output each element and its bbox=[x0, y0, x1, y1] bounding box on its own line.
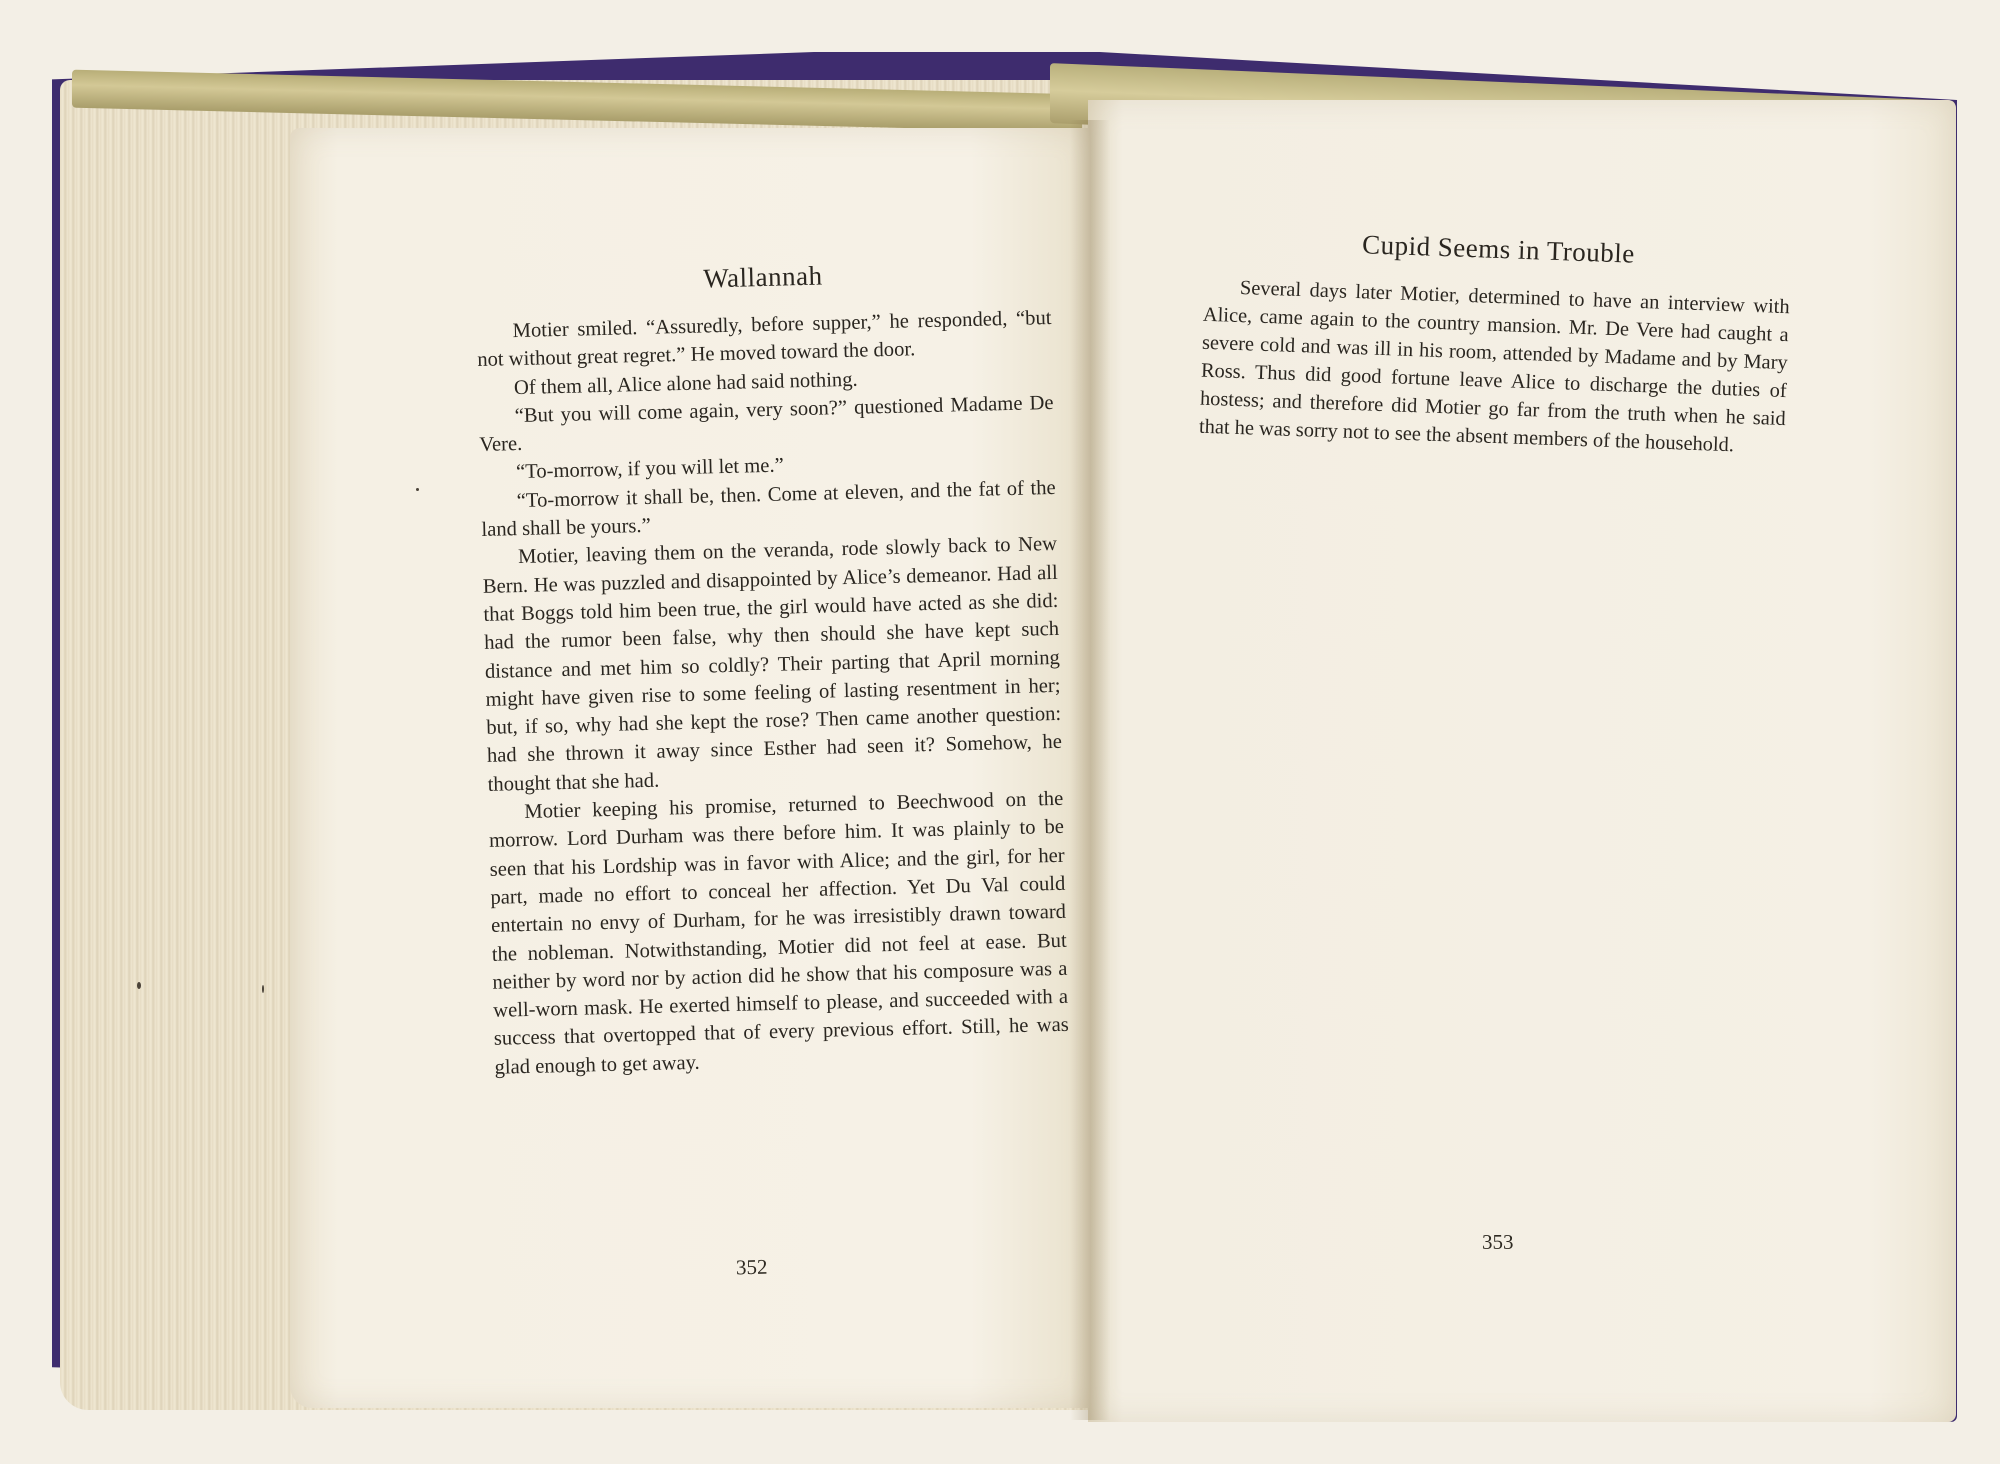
paragraph: “To-morrow it shall be, then. Come at eleven, and the fat of the land shall be yours.” bbox=[481, 476, 1056, 542]
paper-fleck bbox=[137, 982, 141, 989]
paper-fleck bbox=[416, 488, 419, 491]
paragraph: Motier, leaving them on the veranda, rode slowly back to New Bern. He was puzzled and disappointed by Alice’s demeanor. Had all that Boggs told him been true, the girl would have acted as she did: had the rumor been false, why then should she have kept such distance and met him so coldly? Their parting that April morning might have given rise to some feeling of lasting resentment in her; but, if so, why had she kept the rose? Then came another question: had she thrown it away since Esther had seen it? Somehow, he thought that she had. bbox=[482, 533, 1063, 796]
page-number-left: 352 bbox=[735, 1254, 768, 1280]
paragraph: Motier smiled. “Assuredly, before supper,” he responded, “but not without great regret.” He moved toward the door. bbox=[477, 306, 1052, 372]
page-number-right: 353 bbox=[1482, 1230, 1514, 1254]
paragraph: Of them all, Alice alone had said nothing. bbox=[513, 368, 858, 399]
right-page-text bbox=[1199, 224, 1792, 461]
gutter-shadow bbox=[1070, 120, 1110, 1420]
paragraph: Motier keeping his promise, returned to Beechwood on the morrow. Lord Durham was there before him. It was plainly to be seen that his Lordship was in favor with Alice; and the girl, for her part, made no effort to conceal her affection. Yet Du Val could entertain no envy of Durham, for he was irresistibly drawn toward the nobleman. Notwithstanding, Motier did not feel at ease. But neither by word nor by action did he show that his composure was a well-worn mask. He exerted himself to please, and succeeded with a success that overtopped that of every previous effort. Still, he was glad enough to get away. bbox=[488, 787, 1070, 1079]
running-head-left: Wallannah bbox=[702, 260, 823, 294]
paper-fleck bbox=[262, 985, 264, 993]
paragraph: “But you will come again, very soon?” questioned Madame De Vere. bbox=[479, 391, 1054, 457]
left-page-text bbox=[475, 255, 1070, 1082]
paragraph: “To-morrow, if you will let me.” bbox=[515, 455, 784, 484]
running-head-right: Cupid Seems in Trouble bbox=[1361, 229, 1636, 269]
paragraph: Several days later Motier, determined to have an interview with Alice, came again to the country mansion. Mr. De Vere had caught a severe cold and was ill in his room, attended by Madame and by Mary Ross. Thus did good fortune leave Alice to discharge the duties of hostess; and therefore did Motier go far from the truth when he said that he was sorry not to see the absent members of the household. bbox=[1198, 276, 1791, 457]
